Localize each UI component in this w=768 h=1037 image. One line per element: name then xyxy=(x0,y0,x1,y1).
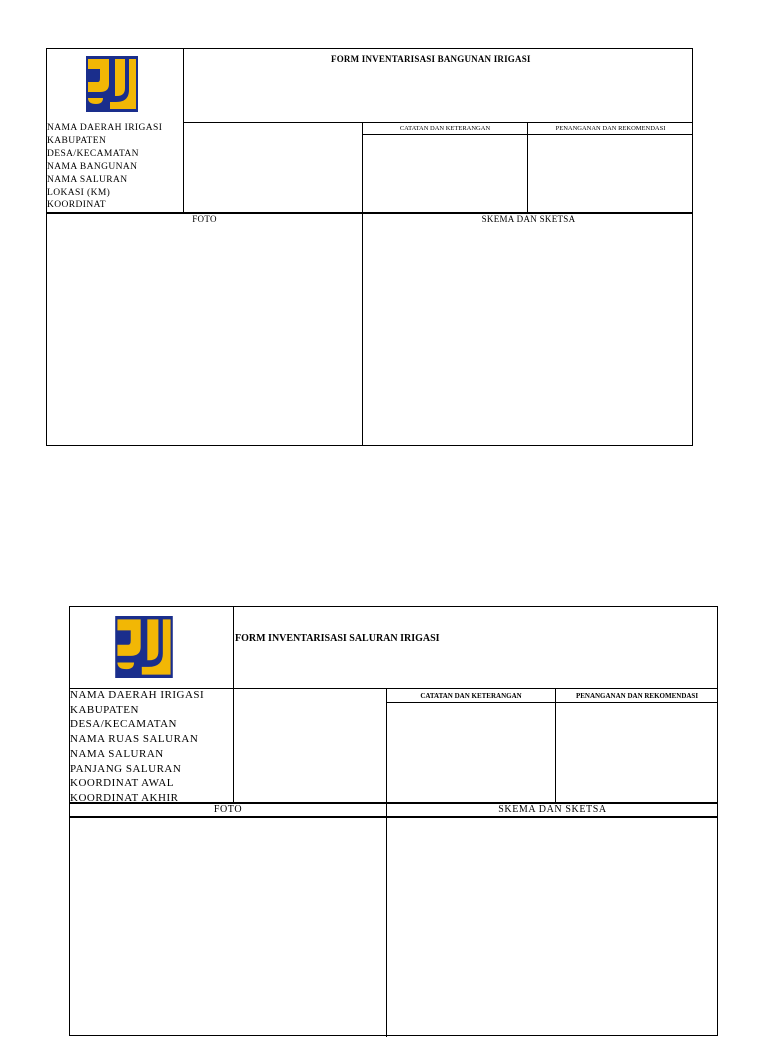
form-inventarisasi-saluran xyxy=(69,606,718,1036)
photo-area xyxy=(70,818,386,1036)
field-label: DESA/KECAMATAN xyxy=(70,718,177,731)
notes-header: CATATAN DAN KETERANGAN xyxy=(420,692,522,700)
field-label: KOORDINAT xyxy=(47,200,107,211)
sketch-label: SKEMA DAN SKETSA xyxy=(498,804,607,815)
form-title: FORM INVENTARISASI BANGUNAN IRIGASI xyxy=(331,54,531,64)
field-label: DESA/KECAMATAN xyxy=(47,148,139,159)
field-label: KABUPATEN xyxy=(70,703,139,716)
field-label: KABUPATEN xyxy=(47,135,107,146)
sketch-area xyxy=(387,818,718,1036)
photo-label: FOTO xyxy=(192,214,217,224)
field-label: KOORDINAT AKHIR xyxy=(70,791,179,804)
field-label: KOORDINAT AWAL xyxy=(70,777,174,790)
field-label: NAMA DAERAH IRIGASI xyxy=(47,123,163,133)
field-labels xyxy=(47,122,162,212)
photo-area xyxy=(47,225,362,445)
recommendation-header: PENANGANAN DAN REKOMENDASI xyxy=(575,692,699,700)
pu-logo-icon xyxy=(115,616,173,678)
field-label: NAMA DAERAH IRIGASI xyxy=(70,689,205,701)
field-labels xyxy=(70,688,204,806)
form-title: FORM INVENTARISASI SALURAN IRIGASI xyxy=(235,633,440,644)
recommendation-header: PENANGANAN DAN REKOMENDASI xyxy=(555,125,666,132)
notes-header: CATATAN DAN KETERANGAN xyxy=(399,125,491,132)
sketch-area xyxy=(363,225,693,445)
field-label: NAMA RUAS SALURAN xyxy=(70,733,199,746)
field-label: NAMA SALURAN xyxy=(47,174,128,185)
field-label: NAMA BANGUNAN xyxy=(47,161,138,172)
form-inventarisasi-bangunan xyxy=(46,48,693,446)
field-label: LOKASI (KM) xyxy=(47,187,111,198)
pu-logo-icon xyxy=(86,56,138,112)
sketch-label: SKEMA DAN SKETSA xyxy=(481,214,576,224)
field-label: NAMA SALURAN xyxy=(70,747,164,760)
photo-label: FOTO xyxy=(213,804,243,815)
field-label: PANJANG SALURAN xyxy=(70,762,182,775)
